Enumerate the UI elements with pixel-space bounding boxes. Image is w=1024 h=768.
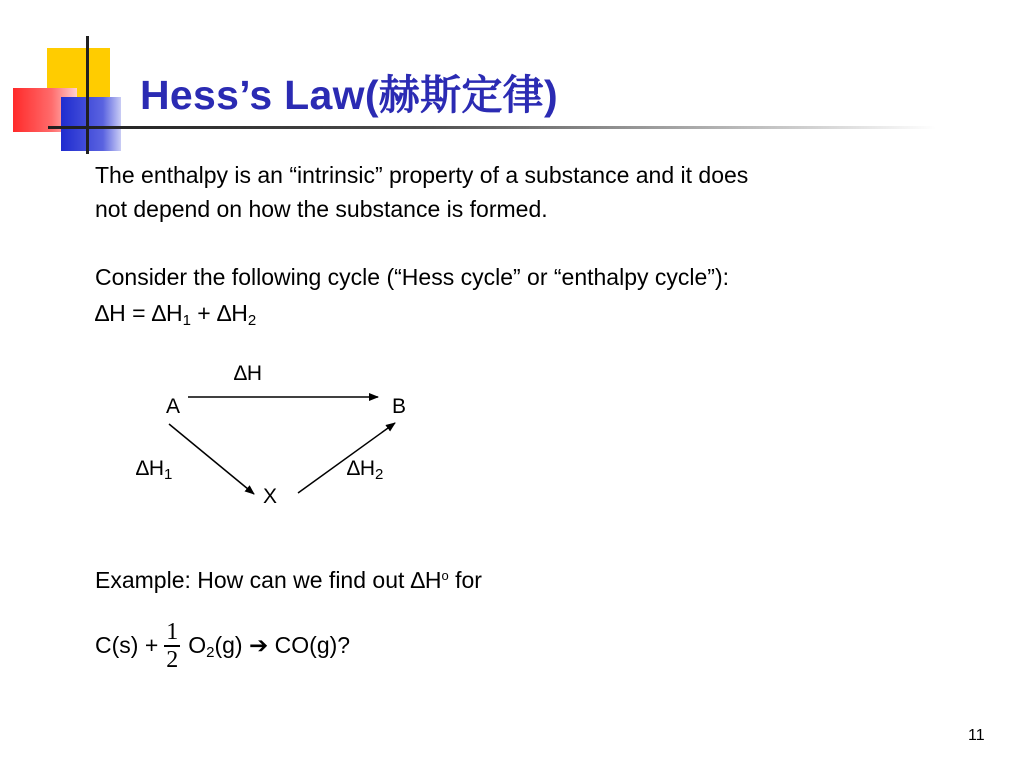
intro-line-1: The enthalpy is an “intrinsic” property of a substance and it does <box>95 162 749 188</box>
fraction-numerator: 1 <box>166 619 179 645</box>
reactant-carbon: C(s) + <box>95 632 159 659</box>
reactant-oxygen <box>188 632 351 662</box>
node-a: A <box>166 395 181 418</box>
label-delta-h1 <box>136 457 172 481</box>
equation-sub-2: 2 <box>247 312 257 329</box>
title-close-paren: ) <box>543 72 558 118</box>
product-co: CO(g)? <box>268 632 351 659</box>
label-delta-h2-sub: 2 <box>375 466 384 483</box>
label-delta-h1-text: ∆H <box>136 457 165 480</box>
page-number: 11 <box>968 727 985 744</box>
intro-line-2: not depend on how the substance is formed. <box>95 196 548 222</box>
example-standard-sup: o <box>441 568 449 583</box>
equation-sub-1: 1 <box>182 312 191 329</box>
fraction-denominator: 2 <box>166 646 179 673</box>
oxygen-symbol: O <box>188 632 207 659</box>
reaction-equation <box>95 620 350 676</box>
arrow-a-to-x <box>169 424 254 494</box>
oxygen-state: (g) <box>214 632 249 659</box>
fraction-one-half <box>164 620 180 672</box>
label-delta-h1-sub: 1 <box>164 466 173 483</box>
label-delta-h2 <box>347 457 383 481</box>
label-delta-h: ∆H <box>234 362 263 385</box>
example-tail: for <box>448 567 482 593</box>
node-b: B <box>392 395 407 418</box>
equation-lhs: ∆H = ∆H <box>95 300 183 326</box>
title-chinese: 赫斯定律 <box>378 71 544 119</box>
title-english: Hess’s Law( <box>140 72 379 118</box>
node-x: X <box>263 485 278 508</box>
oxygen-subscript: 2 <box>206 644 215 662</box>
example-question <box>95 567 482 594</box>
cycle-intro: Consider the following cycle (“Hess cycle” or “enthalpy cycle”): <box>95 264 729 290</box>
equation-plus: + ∆H <box>190 300 248 326</box>
reaction-arrow-icon: ➔ <box>248 632 269 659</box>
example-text: Example: How can we find out ∆H <box>95 567 442 593</box>
label-delta-h2-text: ∆H <box>347 457 376 480</box>
